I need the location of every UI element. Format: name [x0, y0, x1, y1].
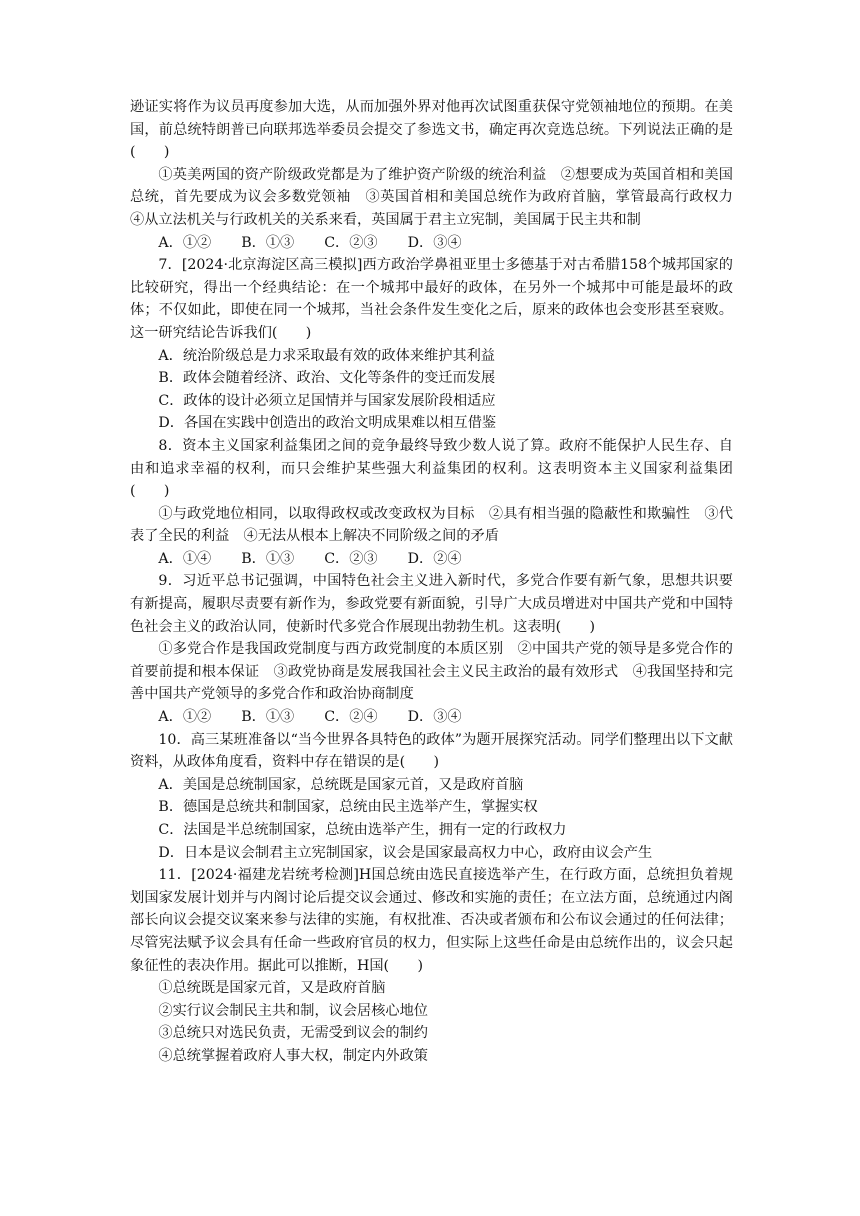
question-7-option-b: B．政体会随着经济、政治、文化等条件的变迁而发展 [158, 370, 496, 387]
question-11-statement-2: ②实行议会制民主共和制，议会居核心地位 [158, 1002, 428, 1019]
choice-a: A．①④ [158, 550, 212, 567]
question-8-stem: 8．资本主义国家利益集团之间的竞争最终导致少数人说了算。政府不能保护人民生存、自由和追求幸福的权利，而只会维护某些强大利益集团的权利。这表明资本主义国家利益集团( ) [130, 437, 733, 500]
choice-c: C．②③ [324, 550, 378, 567]
question-9-stem: 9．习近平总书记强调，中国特色社会主义进入新时代，多党合作要有新气象，思想共识要有新提高，履职尽责要有新作为，参政党要有新面貌，引导广大成员增进对中国共产党和中国特色社会主义的政治认同，使新时代多党合作展现出勃勃生机。这表明( ) [130, 573, 733, 635]
question-6-stem: 逊证实将作为议员再度参加大选，从而加强外界对他再次试图重获保守党领袖地位的预期。在美国，前总统特朗普已向联邦选举委员会提交了参选文书，确定再次竞选总统。下列说法正确的是( ) [130, 99, 733, 161]
question-7-stem: 7．[2024·北京海淀区高三模拟]西方政治学鼻祖亚里士多德基于对古希腊158个城邦国家的比较研究，得出一个经典结论：在一个城邦中最好的政体，在另外一个城邦中可能是最坏的政体；不仅如此，即使在同一个城邦，当社会条件发生变化之后，原来的政体也会变形甚至衰败。这一研究结论告诉我们( ) [130, 257, 733, 341]
question-11-statement-4: ④总统掌握着政府人事大权，制定内外政策 [158, 1047, 428, 1064]
choice-d: D．③④ [407, 709, 462, 726]
question-10-option-c: C．法国是半总统制国家，总统由选举产生，拥有一定的行政权力 [158, 822, 567, 838]
question-10-option-b: B．德国是总统共和制国家，总统由民主选举产生，掌握实权 [158, 799, 538, 816]
choice-c: C．②④ [324, 709, 378, 726]
question-10-stem: 10．高三某班准备以“当今世界各具特色的政体”为题开展探究活动。同学们整理出以下文献资料，从政体角度看，资料中存在错误的是( ) [130, 731, 733, 771]
question-8-choices [130, 548, 733, 571]
choice-a: A．①② [158, 234, 212, 251]
question-11-statement-1: ①总统既是国家元首，又是政府首脑 [158, 980, 386, 997]
question-7-option-a: A．统治阶级总是力求采取最有效的政体来维护其利益 [158, 347, 495, 364]
choice-b: B．①③ [241, 709, 295, 726]
choice-c: C．②③ [324, 234, 378, 251]
question-6-statements: ①英美两国的资产阶级政党都是为了维护资产阶级的统治利益 ②想要成为英国首相和美国总统，首先要成为议会多数党领袖 ③英国首相和美国总统作为政府首脑，掌管最高行政权力 ④从立法机关与行政机关的关系来看，英国属于君主立宪制，美国属于民主共和制 [130, 166, 748, 228]
document-page [130, 96, 748, 1068]
choice-a: A．①② [158, 709, 212, 726]
question-6-choices [130, 232, 733, 255]
question-8-statements: ①与政党地位相同，以取得政权或改变政权为目标 ②具有相当强的隐蔽性和欺骗性 ③代表了全民的利益 ④无法从根本上解决不同阶级之间的矛盾 [130, 505, 733, 545]
question-10-option-d: D．日本是议会制君主立宪制国家，议会是国家最高权力中心，政府由议会产生 [158, 844, 653, 861]
choice-d: D．③④ [407, 234, 462, 251]
choice-b: B．①③ [241, 234, 295, 251]
question-9-statements: ①多党合作是我国政党制度与西方政党制度的本质区别 ②中国共产党的领导是多党合作的首要前提和根本保证 ③政党协商是发展我国社会主义民主政治的最有效形式 ④我国坚持和完善中国共产党领导的多党合作和政治协商制度 [130, 641, 733, 703]
choice-d: D．②④ [407, 550, 462, 567]
question-11-stem: 11．[2024·福建龙岩统考检测]H国总统由选民直接选举产生，在行政方面，总统担负着规划国家发展计划并与内阁讨论后提交议会通过、修改和实施的责任；在立法方面，总统通过内阁部长向议会提交议案来参与法律的实施，有权批准、否决或者颁布和公布议会通过的任何法律；尽管宪法赋予议会具有任命一些政府官员的权力，但实际上这些任命是由总统作出的，议会只起象征性的表决作用。据此可以推断，H国( ) [130, 867, 733, 974]
question-9-choices [130, 706, 733, 729]
question-10-option-a: A．美国是总统制国家，总统既是国家元首，又是政府首脑 [158, 776, 524, 793]
question-7-option-d: D．各国在实践中创造出的政治文明成果难以相互借鉴 [158, 415, 497, 432]
question-7-option-c: C．政体的设计必须立足国情并与国家发展阶段相适应 [158, 392, 496, 409]
choice-b: B．①③ [241, 550, 295, 567]
question-11-statement-3: ③总统只对选民负责，无需受到议会的制约 [158, 1025, 428, 1042]
